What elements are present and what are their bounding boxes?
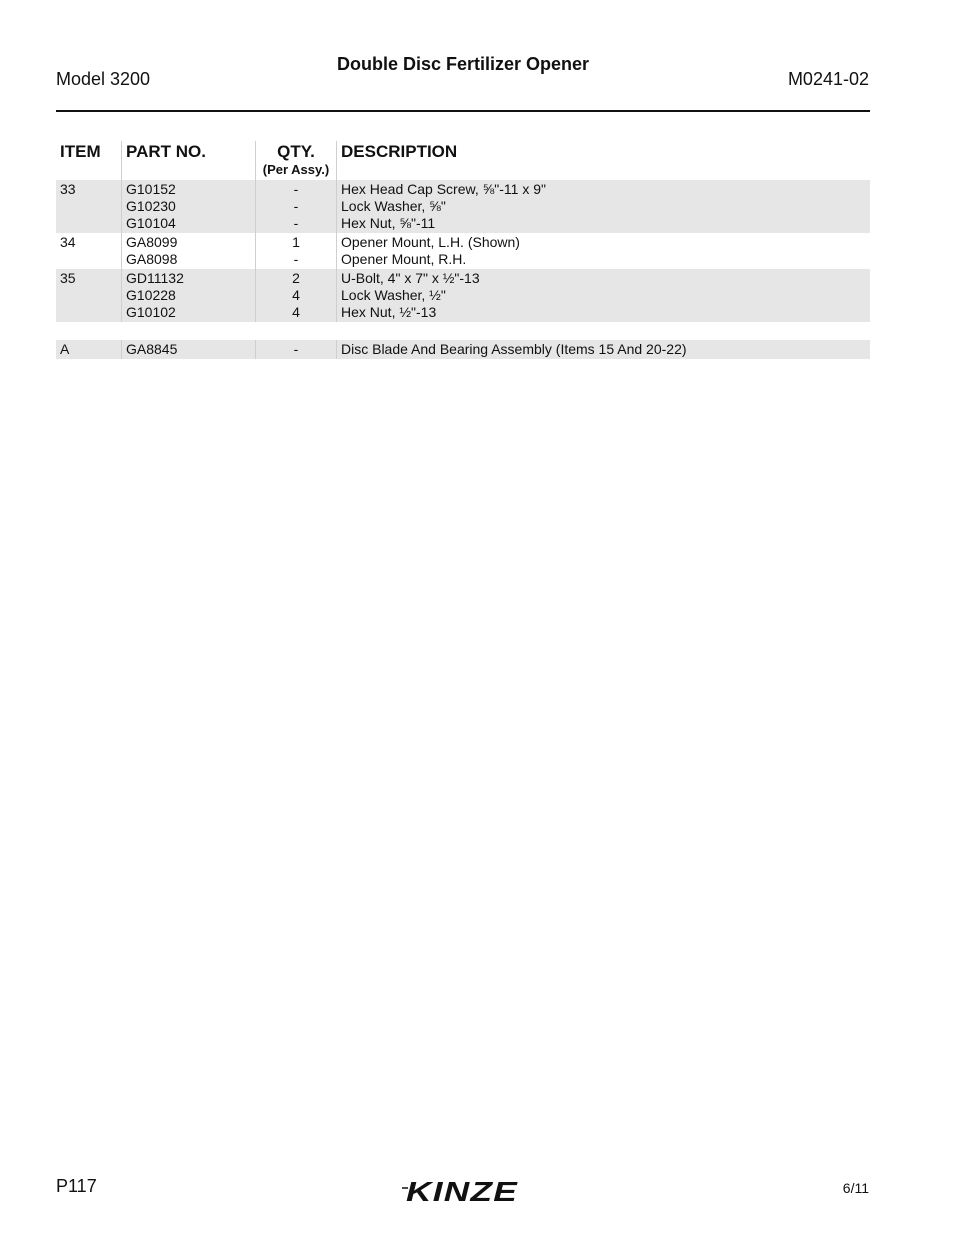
- part-number-cell: [122, 180, 256, 233]
- description: Opener Mount, R.H.: [341, 251, 467, 267]
- quantity: 4: [292, 287, 300, 303]
- quantity: -: [293, 341, 299, 357]
- part-number: GA8845: [126, 341, 178, 357]
- quantity-cell: [256, 340, 337, 359]
- part-number-cell: [122, 269, 256, 322]
- table-spacer-row: [56, 322, 870, 340]
- description: Disc Blade And Bearing Assembly (Items 15 And 20-22): [341, 341, 687, 357]
- quantity-cell: [256, 233, 337, 269]
- description: Lock Washer, ⅝": [341, 198, 446, 214]
- table-row: [56, 269, 870, 322]
- part-number: GA8098: [126, 251, 178, 267]
- part-number: G10102: [126, 304, 176, 320]
- item-number: 35: [56, 269, 122, 322]
- part-number: G10228: [126, 287, 176, 303]
- table-row: [56, 340, 870, 359]
- part-number: G10230: [126, 198, 176, 214]
- page-number: P117: [56, 1176, 97, 1196]
- qty-header-sublabel: (Per Assy.): [262, 162, 330, 177]
- description-cell: [337, 340, 871, 359]
- item-number: A: [56, 340, 122, 359]
- description-cell: [337, 269, 871, 322]
- qty-header-label: QTY.: [277, 142, 315, 161]
- table-row: [56, 233, 870, 269]
- item-number: 33: [56, 180, 122, 233]
- part-number: GA8099: [126, 234, 178, 250]
- description: Hex Head Cap Screw, ⅝"-11 x 9": [341, 181, 546, 197]
- quantity: -: [293, 215, 299, 231]
- parts-table: [56, 141, 870, 359]
- description-cell: [337, 233, 871, 269]
- part-number-cell: [122, 233, 256, 269]
- item-number: 34: [56, 233, 122, 269]
- part-number: G10152: [126, 181, 176, 197]
- description-cell: [337, 180, 871, 233]
- description: Lock Washer, ½": [341, 287, 446, 303]
- description: U-Bolt, 4" x 7" x ½"-13: [341, 270, 480, 286]
- part-number: GD11132: [126, 270, 184, 286]
- quantity-cell: [256, 180, 337, 233]
- spacer-cell: [56, 322, 870, 340]
- quantity: -: [293, 251, 299, 267]
- column-header-description: DESCRIPTION: [341, 142, 458, 161]
- quantity: 1: [292, 234, 300, 250]
- quantity: 2: [292, 270, 300, 286]
- quantity: -: [293, 198, 299, 214]
- quantity: -: [293, 181, 299, 197]
- quantity-cell: [256, 269, 337, 322]
- description: Hex Nut, ⅝"-11: [341, 215, 436, 231]
- kinze-logo: [402, 1176, 524, 1204]
- description: Opener Mount, L.H. (Shown): [341, 234, 520, 250]
- quantity: 4: [292, 304, 300, 320]
- part-number: G10104: [126, 215, 176, 231]
- description: Hex Nut, ½"-13: [341, 304, 437, 320]
- header-divider: [56, 110, 870, 112]
- logo-wordmark: KINZE: [406, 1176, 519, 1204]
- table-row: [56, 180, 870, 233]
- revision-date: 6/11: [842, 1180, 869, 1196]
- column-header-part-no: PART NO.: [122, 141, 256, 180]
- column-header-item: ITEM: [56, 141, 122, 180]
- column-header-qty: [256, 141, 337, 180]
- table-header-row: [56, 141, 870, 180]
- page-title: Double Disc Fertilizer Opener: [336, 54, 590, 74]
- part-number-cell: [122, 340, 256, 359]
- document-code: M0241-02: [787, 69, 869, 89]
- model-label: Model 3200: [56, 69, 151, 89]
